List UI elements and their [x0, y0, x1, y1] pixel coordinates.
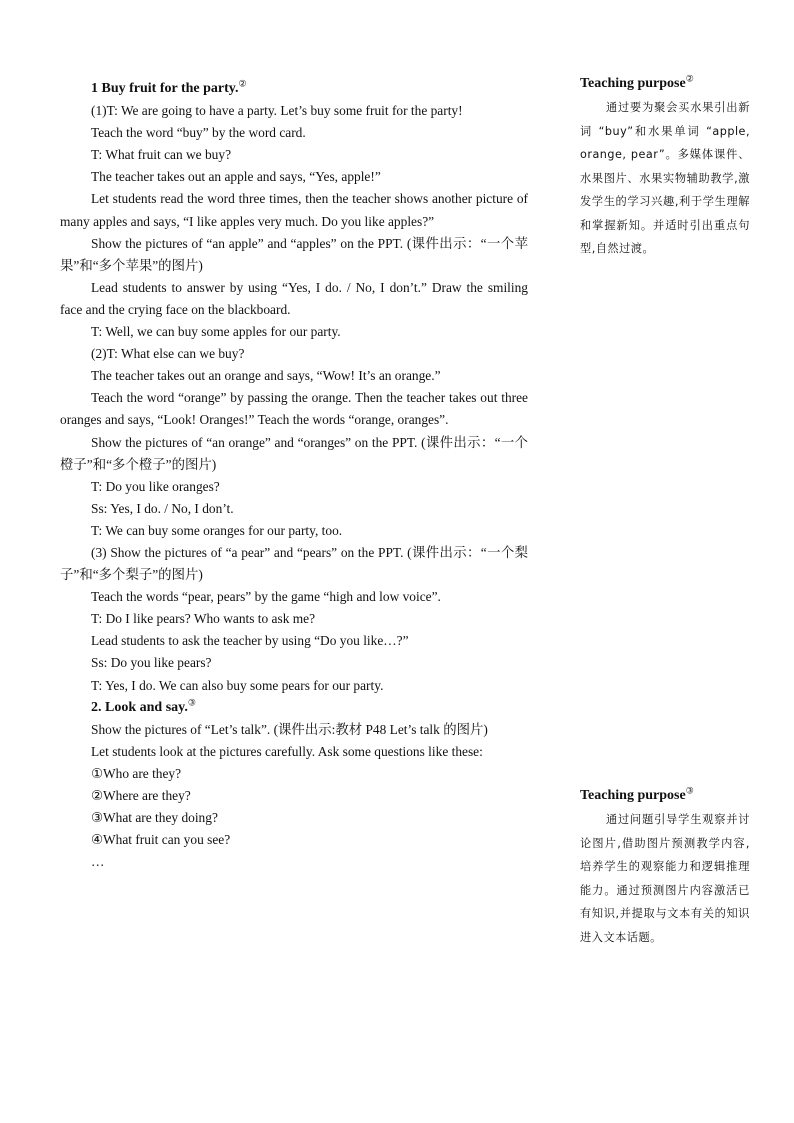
paragraph: T: What fruit can we buy? — [91, 147, 232, 163]
paragraph: Show the pictures of “an orange” and “oranges” on the PPT. (课件出示：“一个橙子”和“多个橙子”的图片) — [60, 434, 528, 472]
ellipsis: … — [91, 854, 105, 870]
side-note-title-text: Teaching purpose — [580, 788, 686, 803]
paragraph: T: Do you like oranges? — [91, 478, 220, 494]
paragraph: The teacher takes out an apple and says, “Yes, apple!” — [91, 169, 381, 185]
question-item: ④What fruit can you see? — [91, 832, 231, 848]
question-item: ①Who are they? — [91, 765, 182, 781]
side-note-text: 通过要为聚会买水果引出新词 “buy”和水果单词 “apple, orange, pear”。多媒体课件、水果图片、水果实物辅助教学,激发学生的学习兴趣,利于学生理解和掌握新知。并适时引出重点句型,自然过渡。 — [580, 101, 750, 255]
paragraph: T: Yes, I do. We can also buy some pears for our party. — [91, 677, 384, 693]
paragraph: Teach the word “orange” by passing the orange. Then the teacher takes out three oranges and says, “Look! Oranges!” Teach the words “orange, oranges”. — [60, 390, 528, 428]
lesson-procedure — [60, 78, 528, 873]
paragraph: T: We can buy some oranges for our party, too. — [91, 522, 343, 538]
question-item: ②Where are they? — [91, 788, 191, 803]
paragraph: (3) Show the pictures of “a pear” and “pears” on the PPT. (课件出示：“一个梨子”和“多个梨子”的图片) — [60, 544, 528, 583]
paragraph: Let students look at the pictures carefully. Ask some questions like these: — [91, 743, 483, 759]
paragraph: (2)T: What else can we buy? — [91, 346, 245, 362]
teaching-purpose-note-1 — [580, 74, 750, 261]
paragraph: Lead students to answer by using “Yes, I do. / No, I don’t.” Draw the smiling face and the crying face on the blackboard. — [60, 279, 528, 317]
paragraph: Ss: Yes, I do. / No, I don’t. — [91, 500, 234, 516]
side-note-title — [580, 74, 750, 94]
paragraph: (1)T: We are going to have a party. Let’s buy some fruit for the party! — [91, 103, 463, 119]
side-note-title — [580, 786, 750, 806]
side-note-text: 通过问题引导学生观察并讨论图片,借助图片预测教学内容,培养学生的观察能力和逻辑推理能力。通过预测图片内容激活已有知识,并提取与文本有关的知识进入文本话题。 — [580, 813, 750, 944]
footnote-mark: ② — [238, 78, 247, 89]
paragraph: Show the pictures of “Let’s talk”. (课件出示:教材 P48 Let’s talk 的图片) — [91, 721, 488, 737]
paragraph: Lead students to ask the teacher by using “Do you like…?” — [91, 633, 409, 649]
paragraph: The teacher takes out an orange and says, “Wow! It’s an orange.” — [91, 368, 441, 384]
paragraph: Teach the words “pear, pears” by the game “high and low voice”. — [91, 589, 441, 605]
section-heading-look-and-say — [60, 697, 528, 719]
section-heading-text: 2. Look and say. — [91, 699, 188, 715]
section-heading-text: 1 Buy fruit for the party. — [91, 81, 239, 96]
section-heading-buy-fruit — [60, 78, 528, 100]
footnote-mark: ② — [685, 73, 694, 84]
paragraph: Teach the word “buy” by the word card. — [91, 125, 306, 141]
side-note-title-text: Teaching purpose — [580, 76, 686, 91]
paragraph: Show the pictures of “an apple” and “apples” on the PPT. (课件出示：“一个苹果”和“多个苹果”的图片) — [60, 235, 528, 273]
paragraph: Ss: Do you like pears? — [91, 655, 212, 671]
paragraph: T: Well, we can buy some apples for our party. — [91, 324, 341, 340]
paragraph: Let students read the word three times, then the teacher shows another picture of many apples and says, “I like apples very much. Do you like apples?” — [60, 191, 528, 229]
footnote-mark: ③ — [187, 696, 196, 707]
question-item: ③What are they doing? — [91, 810, 218, 826]
teaching-purpose-note-2 — [580, 786, 750, 949]
footnote-mark: ③ — [685, 785, 694, 796]
paragraph: T: Do I like pears? Who wants to ask me? — [91, 611, 316, 627]
